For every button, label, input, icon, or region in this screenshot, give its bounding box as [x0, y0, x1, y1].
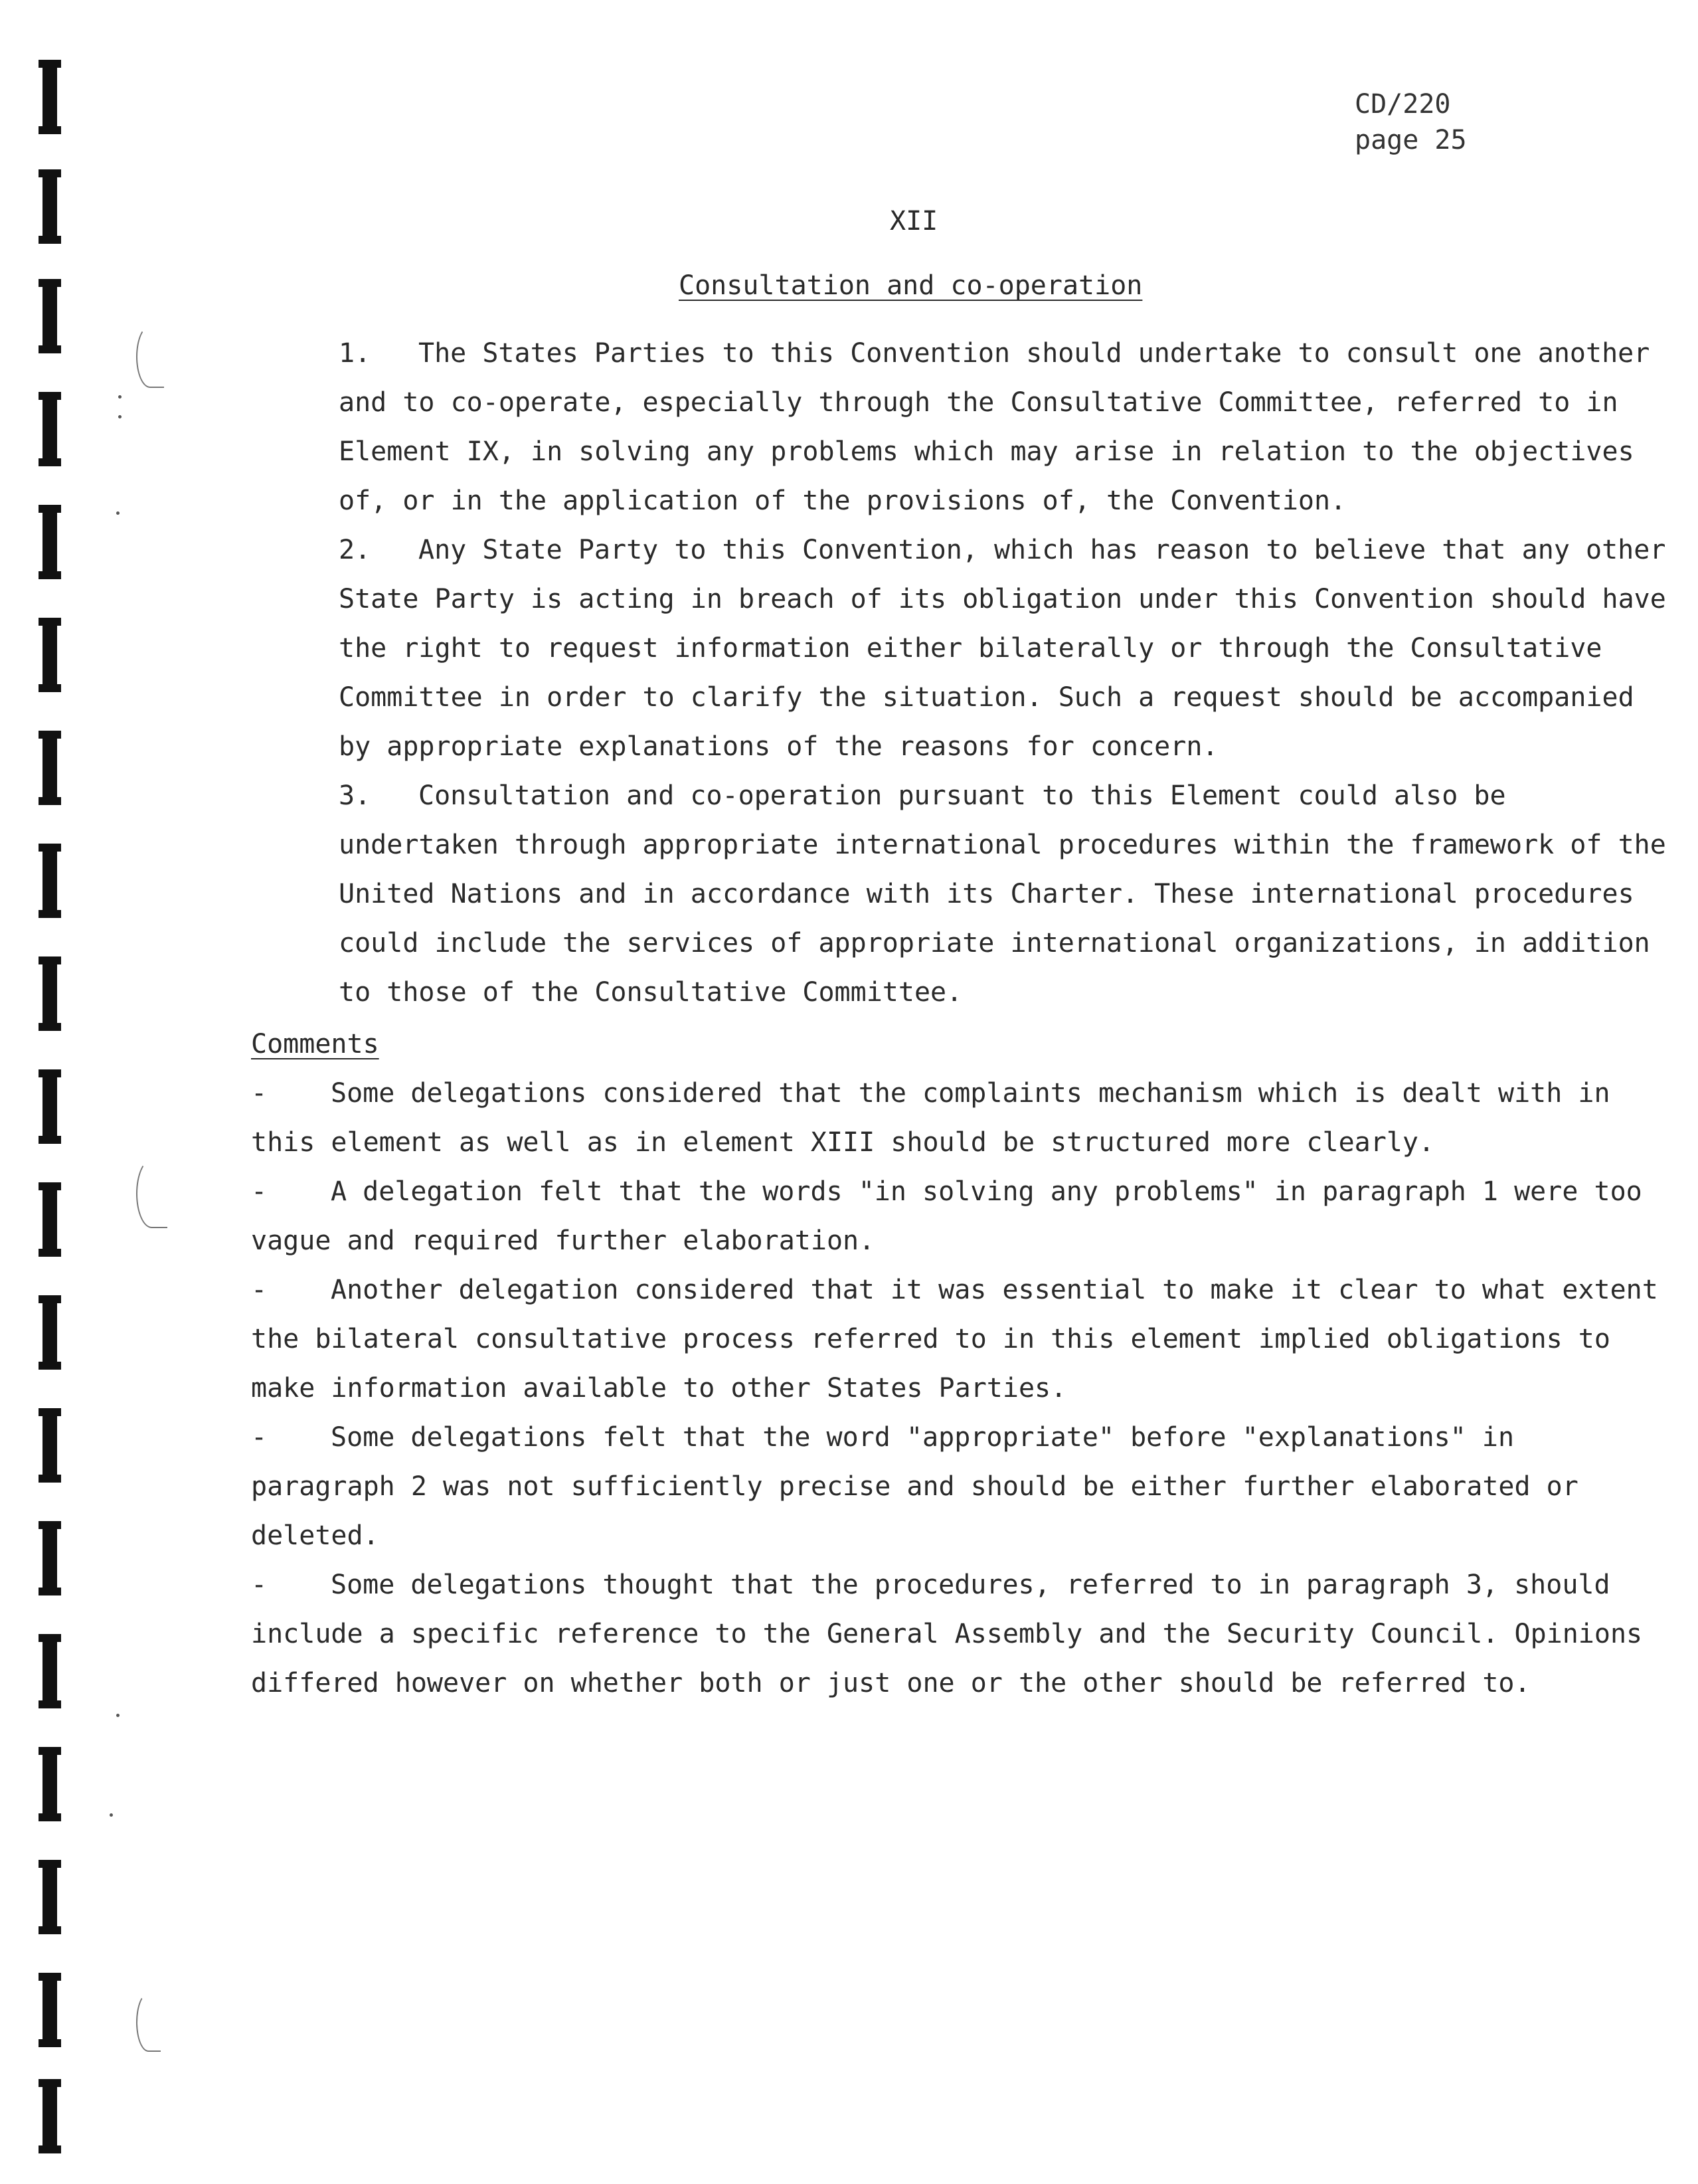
binding-hole [42, 1069, 57, 1144]
binding-hole [42, 1973, 57, 2047]
paragraph-text: Any State Party to this Convention, which has reason to believe that any other State Party is acting in breach of its obligation under this Convention should have the right to request information either bilaterally or through the Consultative Committee in order to clarify the situation. Such a request should be accompanied by appropriate explanations of the reasons for concern. [339, 535, 1682, 762]
paragraph-1 [252, 329, 1667, 525]
scan-smudge [136, 1993, 161, 2052]
comment-text: Some delegations thought that the procedures, referred to in paragraph 3, should include a specific reference to the General Assembly and the Security Council. Opinions differed however on whether both or just one or the other should be referred to. [251, 1570, 1659, 1698]
comment-dash: - [251, 1275, 268, 1305]
binding-hole [42, 1860, 57, 1934]
binding-hole [42, 956, 57, 1031]
comment-dash: - [251, 1422, 268, 1453]
comment-dash: - [251, 1570, 268, 1600]
comment-text: Another delegation considered that it was essential to make it clear to what extent the bilateral consultative process referred to in this element implied obligations to make information available to other States Parties. [251, 1275, 1674, 1404]
comment-text: Some delegations considered that the complaints mechanism which is dealt with in this element as well as in element XIII should be structured more clearly. [251, 1078, 1626, 1158]
scan-smudge [136, 325, 164, 388]
binding-hole [42, 618, 57, 692]
binding-hole [42, 60, 57, 134]
binding-hole [42, 392, 57, 466]
section-title: Consultation and co-operation [679, 270, 1143, 301]
scan-speck [116, 1714, 120, 1717]
binding-hole [42, 505, 57, 579]
binding-hole [42, 1634, 57, 1708]
binding-hole [42, 731, 57, 805]
paragraph-number: 2. [339, 535, 371, 565]
binding-hole [42, 169, 57, 244]
binding-hole [42, 1408, 57, 1483]
binding-hole [42, 279, 57, 353]
scan-speck [110, 1813, 113, 1817]
comment-item [251, 1413, 1672, 1560]
comments-section [251, 1020, 1672, 1708]
paragraph-number: 1. [339, 338, 371, 369]
binding-hole [42, 844, 57, 918]
paragraph-text: Consultation and co-operation pursuant to this Element could also be undertaken through appropriate international procedures within the framework of the United Nations and in accordance with its Charter. These international procedures could include the services of appropriate international organizations, in addition to those of the Consultative Committee. [339, 780, 1682, 1008]
comment-text: Some delegations felt that the word "appropriate" before "explanations" in paragraph 2 was not sufficiently precise and should be either further elaborated or deleted. [251, 1422, 1594, 1551]
scan-speck [116, 511, 120, 515]
paragraph-2 [252, 525, 1682, 771]
paragraph-text: The States Parties to this Convention should undertake to consult one another and to co-operate, especially through the Consultative Committee, referred to in Element IX, in solving any problems which may arise in relation to the objectives of, or in the application of the provisions of, the Convention. [339, 338, 1666, 516]
binding-hole [42, 2079, 57, 2153]
comment-dash: - [251, 1176, 268, 1207]
section-numeral: XII [890, 206, 938, 236]
comment-item [251, 1265, 1672, 1413]
comment-item [251, 1560, 1672, 1708]
scan-speck [118, 415, 122, 418]
page-number: page 25 [1355, 125, 1467, 155]
document-reference [1355, 86, 1467, 158]
doc-ref-code: CD/220 [1355, 89, 1451, 120]
comment-item [251, 1167, 1672, 1265]
paragraph-number: 3. [339, 780, 371, 811]
comment-dash: - [251, 1078, 268, 1109]
document-body [252, 329, 1682, 1017]
paragraph-3 [252, 771, 1682, 1017]
binding-hole [42, 1521, 57, 1595]
binding-hole [42, 1182, 57, 1257]
scan-speck [118, 395, 122, 399]
binding-marks [33, 27, 60, 2179]
binding-hole [42, 1295, 57, 1370]
scan-smudge [136, 1159, 167, 1228]
comment-item [251, 1069, 1672, 1167]
comments-heading: Comments [251, 1029, 379, 1059]
binding-hole [42, 1747, 57, 1821]
comment-text: A delegation felt that the words "in solving any problems" in paragraph 1 were too vague and required further elaboration. [251, 1176, 1658, 1256]
